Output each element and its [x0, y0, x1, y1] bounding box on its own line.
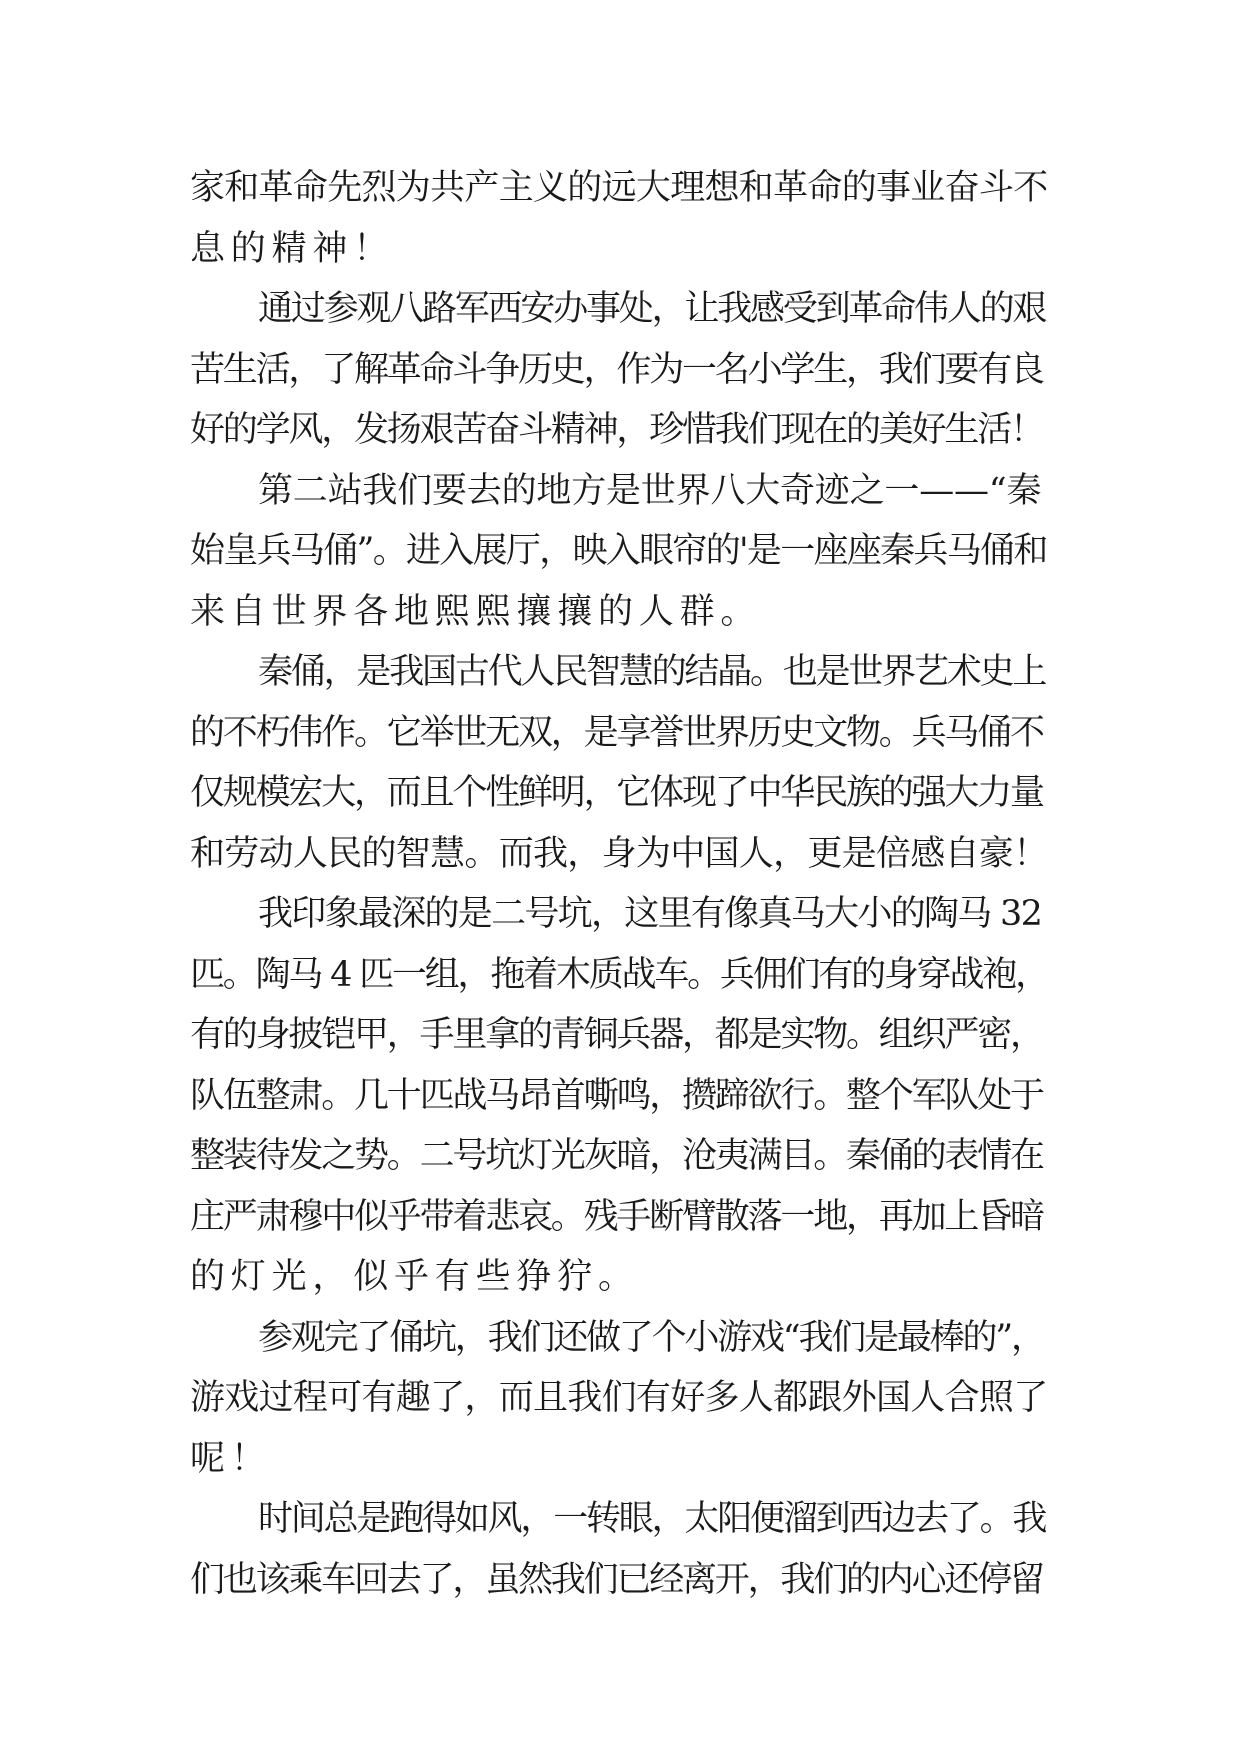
text-line: 第二站我们要去的地方是世界八大奇迹之一——“秦: [258, 470, 1042, 511]
text-line: 庄严肃穆中似乎带着悲哀。残手断臂散落一地，再加上昏暗: [190, 1196, 1043, 1237]
text-line: 苦生活，了解革命斗争历史，作为一名小学生，我们要有良: [190, 349, 1043, 390]
text-line: 始皇兵马俑”。进入展厅，映入眼帘的'是一座座秦兵马俑和: [190, 531, 1047, 571]
text-line: 游戏过程可有趣了，而且我们有好多人都跟外国人合照了: [190, 1378, 1048, 1418]
text-line: 好的学风，发扬艰苦奋斗精神，珍惜我们现在的美好生活！: [190, 410, 1043, 450]
text-line: 呢！: [190, 1438, 272, 1479]
text-line: 队伍整肃。几十匹战马昂首嘶鸣，攒蹄欲行。整个军队处于: [190, 1075, 1043, 1116]
text-line: 的灯光，似乎有些狰狞。: [190, 1257, 639, 1297]
text-line: 参观完了俑坑，我们还做了个小游戏“我们是最棒的”，: [258, 1317, 1044, 1358]
text-line: 仅规模宏大，而且个性鲜明，它体现了中华民族的强大力量: [190, 773, 1043, 813]
text-line: 息的精神！: [190, 228, 395, 269]
text-line: 们也该乘车回去了，虽然我们已经离开，我们的内心还停留: [190, 1559, 1043, 1600]
text-line: 整装待发之势。二号坑灯光灰暗，沧夷满目。秦俑的表情在: [190, 1136, 1043, 1176]
body-text: [190, 158, 1050, 1610]
text-line: 有的身披铠甲，手里拿的青铜兵器，都是实物。组织严密，: [190, 1015, 1043, 1055]
text-line: 时间总是跑得如风，一转眼，太阳便溜到西边去了。我: [258, 1499, 1046, 1539]
text-line: 的不朽伟作。它举世无双，是享誉世界历史文物。兵马俑不: [190, 712, 1043, 753]
text-line: 秦俑，是我国古代人民智慧的结晶。也是世界艺术史上: [258, 652, 1046, 692]
text-line: 家和革命先烈为共产主义的远大理想和革命的事业奋斗不: [190, 168, 1048, 208]
text-line: 来自世界各地熙熙攘攘的人群。: [190, 591, 762, 632]
text-line: 通过参观八路军西安办事处，让我感受到革命伟人的艰: [258, 289, 1046, 329]
text-line: 我印象最深的是二号坑，这里有像真马大小的陶马 32: [258, 894, 1042, 934]
text-line: 和劳动人民的智慧。而我，身为中国人，更是倍感自豪！: [190, 833, 1048, 874]
text-line: 匹。陶马 4 匹一组，拖着木质战车。兵佣们有的身穿战袍，: [190, 954, 1048, 995]
